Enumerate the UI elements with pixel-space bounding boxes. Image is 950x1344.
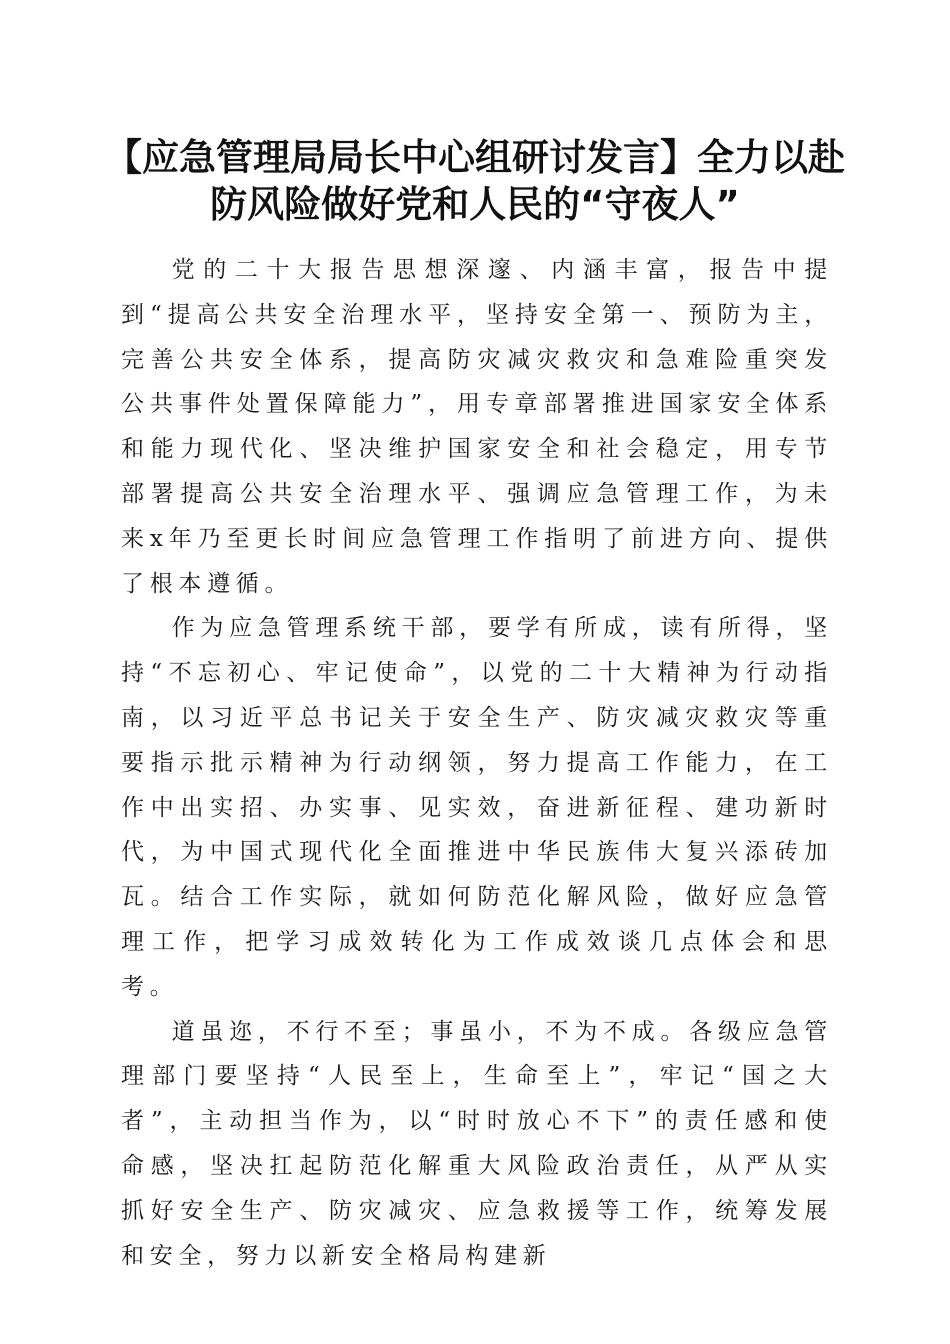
document-body xyxy=(121,248,833,1278)
paragraph: 作为应急管理系统干部，要学有所成，读有所得，坚持“不忘初心、牢记使命”，以党的二十大精神为行动指南，以习近平总书记关于安全生产、防灾减灾救灾等重要指示批示精神为行动纲领，努力提高工作能力，在工作中出实招、办实事、见实效，奋进新征程、建功新时代，为中国式现代化全面推进中华民族伟大复兴添砖加瓦。结合工作实际，就如何防范化解风险，做好应急管理工作，把学习成效转化为工作成效谈几点体会和思考。 xyxy=(121,615,833,1000)
paragraph: 党的二十大报告思想深邃、内涵丰富，报告中提到“提高公共安全治理水平，坚持安全第一、预防为主，完善公共安全体系，提高防灾减灾救灾和急难险重突发公共事件处置保障能力”，用专章部署推进国家安全体系和能力现代化、坚决维护国家安全和社会稳定，用专节部署提高公共安全治理水平、强调应急管理工作，为未来x年乃至更长时间应急管理工作指明了前进方向、提供了根本遵循。 xyxy=(121,257,833,597)
title-line-2: 防风险做好党和人民的“守夜人” xyxy=(210,183,740,226)
paragraph: 道虽迩，不行不至；事虽小，不为不成。各级应急管理部门要坚持“人民至上，生命至上”，牢记“国之大者”，主动担当作为，以“时时放心不下”的责任感和使命感，坚决扛起防范化解重大风险政治责任，从严从实抓好安全生产、防灾减灾、应急救援等工作，统筹发展和安全，努力以新安全格局构建新 xyxy=(121,1018,833,1269)
document-title xyxy=(100,134,850,228)
title-line-1: 【应急管理局局长中心组研讨发言】全力以赴 xyxy=(105,136,845,179)
